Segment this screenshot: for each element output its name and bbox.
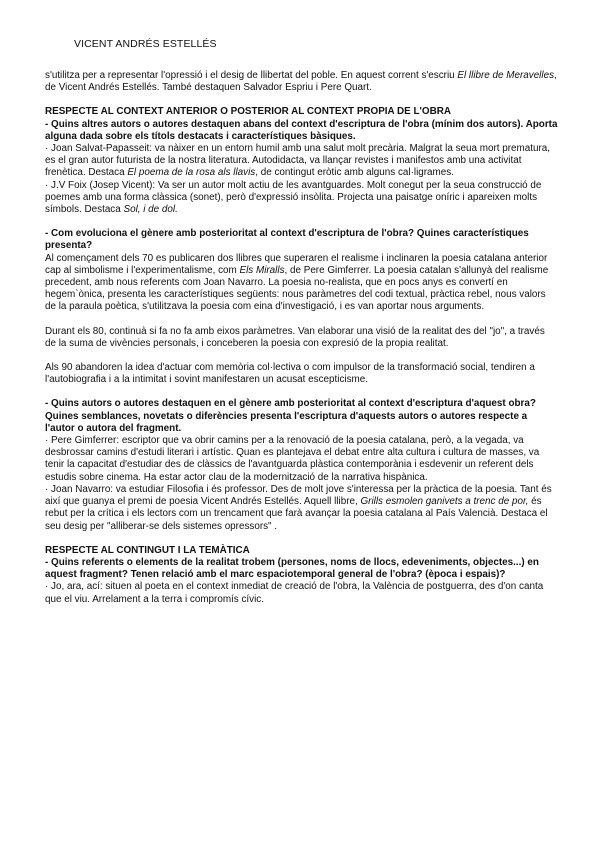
question [45,228,558,252]
section-heading [45,545,558,557]
question [45,398,558,435]
italic-title: Sol, i de dol. [123,204,178,216]
paragraph-gap [45,533,558,545]
paragraph-gap [45,216,558,228]
paragraph-gap [45,386,558,398]
italic-title: El poema de la rosa als llavis [127,167,256,179]
text-run: RESPECTE AL CONTEXT ANTERIOR O POSTERIOR AL CONTEXT PROPIA DE L'OBRA [45,106,451,118]
paragraph [45,484,558,533]
text-run: , de contingut eròtic amb alguns cal·ligrames. [255,167,454,179]
text-run: Al començament dels 70 es publicaren dos llibres que superaren el realisme i inclinaren la poesia catalana anterior cap al simbolisme i l'experimentalisme, com [45,252,548,276]
text-run: , de Pere Gimferrer. La poesia catalan s'allunyà del realisme precedent, amb nous referents com Joan Navarro. La poesia no-realista, que en pocs anys es convertí en hegem`ònica, presenta les característiques següents: nous paràmetres del codi textual, pràctica rebel, nous valors de la paraula poètica, s'utilitzava la poesia com eina d'investigació, i es van aportar nous arguments. [45,264,549,313]
paragraph [45,70,558,94]
text-run: s'utilitza per a representar l'opressió i el desig de llibertat del poble. En aquest corrent s'escriu [45,70,458,81]
paragraph [45,180,558,217]
text-run: Durant els 80, continuà si fa no fa amb eixos paràmetres. Van elaborar una visió de la realitat des del "jo", a través de la suma de vivències personals, i conceberen la poesia con expresió de la propia realitat. [45,325,545,349]
paragraph [45,253,558,314]
page-header: VICENT ANDRÉS ESTELLÉS [74,38,217,50]
text-run: RESPECTE AL CONTINGUT I LA TEMÀTICA [45,544,250,556]
question [45,119,558,143]
text-run: - Com evoluciona el gènere amb posterioritat al context d'escriptura de l'obra? Quines característiques presenta? [45,228,529,252]
paragraph-gap [45,350,558,362]
text-run: Als 90 abandoren la idea d'actuar com memòria col·lectiva o com impulsor de la transformació social, tendiren a l'autobiografia i a la intimitat i sovint manifestaren un acusat escepticisme. [45,362,535,386]
paragraph [45,362,558,386]
paragraph [45,143,558,180]
paragraph [45,326,558,350]
section-heading [45,106,558,118]
text-run: · Jo, ara, ací: situen al poeta en el context inmediat de creació de l'obra, la València de postguerra, des d'on canta que el viu. Arrelament a la terra i compromís cívic. [45,581,544,605]
text-run: - Quins altres autors o autores destaquen abans del context d'escriptura de l'obra (mínim dos autors). Aporta alguna dada sobre els títols destacats i característiques bàsiques. [45,118,558,142]
text-run: · J.V Foix (Josep Vicent): Va ser un autor molt actiu de les avantguardes. Molt conegut per la seua construcció de poemes amb una forma clàssica (sonet), però d'expressió insòlita. Projecta una paisatge oníric i apareixen molts símbols. Destaca [45,179,542,216]
text-run: · Joan Salvat-Papasseit: va nàixer en un entorn humil amb una salut molt precària. Malgrat la seua mort prematura, es el gran autor futurista de la nostra literatura. Autodidacta, va llançar revistes i manifestos amb una activitat frenètica. Destaca [45,143,550,179]
paragraph-gap [45,314,558,326]
italic-title: Els Miralls [239,264,285,276]
text-run: - Quins referents o elements de la realitat trobem (persones, noms de llocs, edeveniments, objectes...) en aquest fragment? Tenen relació amb el marc espaciotemporal general de l'obra? (època i espais)? [45,556,539,581]
question [45,557,558,581]
text-run: · Pere Gimferrer: escriptor que va obrir camins per a la renovació de la poesia catalana, però, a la vegada, va desbrossar camins d'estudi literari i artístic. Quan es plantejava el debat entre alta cultura i cultura de masses, va tenir la capacitat d'estudiar des de clàssics de l'avantguarda plàstica contemporània i esdevenir un referent dels estudis sobre cinema. Ha estar actor clau de la modernització de la narrativa hispànica. [45,435,540,483]
text-run: , de Vicent Andrés Estellés. També destaquen Salvador Espriu i Pere Quart. [45,70,557,94]
italic-title: El llibre de Meravelles [457,70,555,81]
text-run: - Quins autors o autores destaquen en el gènere amb posterioritat al context d'escriptura d'aquest obra? Quines semblances, novetats o diferències presenta l'escriptura d'aquests autors o autores respecte a l'autor o autora del fragment. [45,398,536,434]
text-run: és rebut per la crítica i els lectors com un trencament que farà avançar la poesia catalana al País Valencià. Destaca el seu desig per "alliberar-se dels sistemes opressors" . [45,496,548,532]
paragraph [45,435,558,484]
document-body [45,70,558,606]
italic-title: Grills esmolen ganivets a trenc de por, [360,496,529,508]
paragraph [45,581,558,605]
text-run: · Joan Navarro: va estudiar Filosofia i és professor. Des de molt jove s'interessa per la pràctica de la poesia. Tant és així que guanya el premi de poesia Vicent Andrés Estellés. Aquell llibre, [45,483,552,508]
paragraph-gap [45,94,558,106]
